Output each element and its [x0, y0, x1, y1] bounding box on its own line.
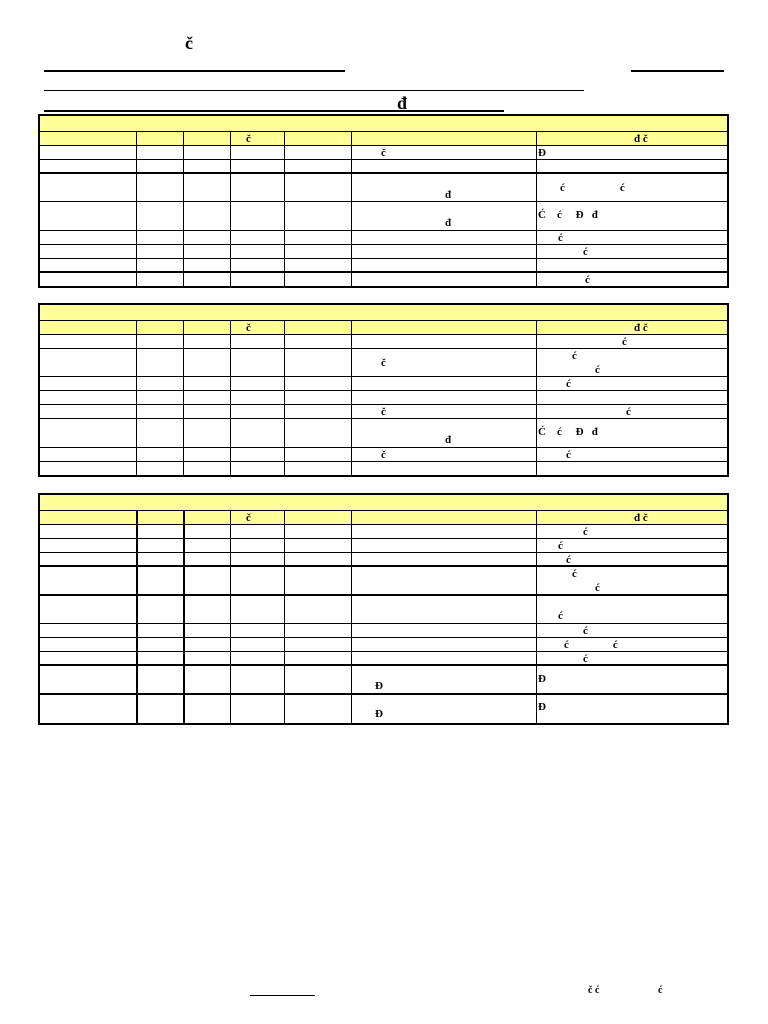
table-row [40, 624, 727, 638]
cell-note: ć ć [564, 639, 618, 651]
column-header-4: č [246, 322, 251, 334]
table-row [40, 259, 727, 273]
cell-note: ć [583, 653, 588, 665]
table-row [40, 553, 727, 567]
column-divider [183, 511, 185, 723]
table-row [40, 567, 727, 596]
cell-note: ć [558, 540, 563, 552]
column-header-row [40, 511, 727, 525]
table-section-2 [38, 303, 729, 477]
table-row [40, 377, 727, 391]
column-header-row [40, 132, 727, 146]
column-header-row [40, 321, 727, 335]
cell-description: đ [445, 189, 452, 201]
table-row [40, 462, 727, 475]
cell-note: ć [583, 526, 588, 538]
table-section-3 [38, 493, 729, 725]
footer-text: ć [658, 985, 663, 996]
column-divider [284, 511, 285, 723]
column-divider [136, 511, 138, 723]
subtitle-underline [44, 110, 504, 112]
column-header-7: đ č [634, 512, 648, 524]
signature-line [250, 995, 315, 996]
table-row [40, 335, 727, 349]
column-divider [136, 321, 137, 475]
column-divider [536, 511, 537, 723]
section-header-band [40, 116, 727, 132]
cell-note: ć [626, 406, 631, 418]
cell-note: ć [558, 610, 563, 622]
table-row [40, 666, 727, 695]
cell-description: Đ [375, 708, 383, 720]
cell-note: ć [595, 364, 600, 376]
column-divider [230, 321, 231, 475]
table-row [40, 652, 727, 666]
cell-description: č [381, 147, 386, 159]
cell-note: Ć ć Đ đ [538, 426, 598, 438]
column-header-4: č [246, 512, 251, 524]
page-title: č [185, 33, 193, 53]
cell-description: đ [445, 434, 452, 446]
column-divider [230, 132, 231, 286]
table-row [40, 349, 727, 377]
date-underline [631, 70, 724, 72]
column-divider [230, 511, 231, 723]
table-row [40, 202, 727, 231]
table-grid [40, 321, 727, 475]
cell-description: Đ [375, 680, 383, 692]
cell-note: ć [572, 350, 577, 362]
table-row [40, 146, 727, 160]
cell-note: ć [583, 246, 588, 258]
footer-text: č ć [588, 985, 600, 996]
cell-description: č [381, 406, 386, 418]
column-header-4: č [246, 133, 251, 145]
cell-note: ć [558, 232, 563, 244]
table-section-1 [38, 114, 729, 288]
column-divider [284, 132, 285, 286]
table-row [40, 405, 727, 419]
cell-note: ć [566, 449, 571, 461]
cell-note: Đ [538, 147, 546, 159]
table-row [40, 273, 727, 286]
cell-note: Ć ć Đ đ [538, 209, 598, 221]
cell-note: ć [566, 554, 571, 566]
title-underline [44, 70, 345, 72]
cell-note: ć [583, 625, 588, 637]
table-row [40, 638, 727, 652]
cell-note: ć [622, 336, 627, 348]
table-row [40, 391, 727, 405]
table-row [40, 695, 727, 723]
cell-note: Đ [538, 673, 546, 685]
cell-note: ć [572, 568, 577, 580]
column-divider [351, 321, 352, 475]
table-grid [40, 132, 727, 286]
section-header-band [40, 495, 727, 511]
cell-description: č [381, 449, 386, 461]
table-row [40, 231, 727, 245]
column-divider [351, 511, 352, 723]
page-subtitle: đ [397, 93, 408, 113]
column-header-7: đ č [634, 133, 648, 145]
column-divider [183, 321, 184, 475]
column-divider [536, 321, 537, 475]
column-divider [183, 132, 184, 286]
cell-description: č [381, 357, 386, 369]
table-row [40, 160, 727, 174]
table-row [40, 525, 727, 539]
table-row [40, 539, 727, 553]
subtitle-rule [44, 90, 584, 91]
table-row [40, 448, 727, 462]
table-grid [40, 511, 727, 723]
cell-note: ć ć [560, 182, 625, 194]
table-row [40, 174, 727, 202]
cell-note: ć [595, 582, 600, 594]
column-divider [284, 321, 285, 475]
cell-note: ć [566, 378, 571, 390]
cell-note: ć [585, 274, 590, 286]
column-header-7: đ č [634, 322, 648, 334]
column-divider [351, 132, 352, 286]
table-row [40, 596, 727, 624]
section-header-band [40, 305, 727, 321]
table-row [40, 419, 727, 448]
column-divider [536, 132, 537, 286]
cell-description: đ [445, 217, 452, 229]
cell-note: Đ [538, 701, 546, 713]
column-divider [136, 132, 137, 286]
table-row [40, 245, 727, 259]
